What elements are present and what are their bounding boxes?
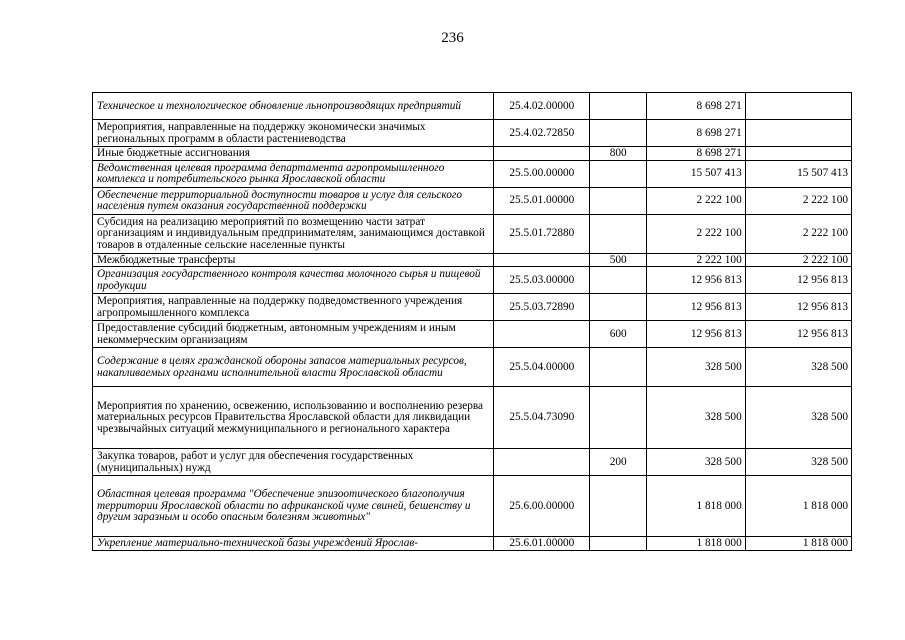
table-row [93,449,852,476]
row-amount-1-cell: 8 698 271 [646,120,745,147]
row-name-cell: Мероприятия, направленные на поддержку экономически значимых региональных программ в области растениеводства [93,120,494,147]
row-amount-1-cell: 1 818 000 [646,476,745,537]
row-name-cell: Предоставление субсидий бюджетным, автономным учреждениям и иным некоммерческим организациям [93,321,494,348]
row-name-cell: Закупка товаров, работ и услуг для обеспечения государственных (муниципальных) нужд [93,449,494,476]
row-expense-type-cell [589,187,646,214]
row-name-cell: Укрепление материально-технической базы учреждений Ярослав- [93,537,494,551]
row-name-cell: Обеспечение территориальной доступности товаров и услуг для сельского населения путем оказания государственной поддержки [93,187,494,214]
row-amount-1-cell: 8 698 271 [646,93,745,120]
row-amount-2-cell: 12 956 813 [745,267,851,294]
row-amount-2-cell: 1 818 000 [745,537,851,551]
row-amount-2-cell: 12 956 813 [745,294,851,321]
table-row [93,387,852,449]
page-number: 236 [441,30,464,46]
row-amount-1-cell: 2 222 100 [646,253,745,267]
row-amount-2-cell: 2 222 100 [745,187,851,214]
row-code-cell: 25.6.00.00000 [493,476,589,537]
row-amount-1-cell: 328 500 [646,348,745,387]
row-name-cell: Ведомственная целевая программа департамента агропромышленного комплекса и потребительского рынка Ярославской области [93,160,494,187]
row-code-cell: 25.4.02.00000 [493,93,589,120]
table-row [93,120,852,147]
row-name-cell: Организация государственного контроля качества молочного сырья и пищевой продукции [93,267,494,294]
row-amount-1-cell: 1 818 000 [646,537,745,551]
row-expense-type-cell [589,294,646,321]
row-amount-1-cell: 8 698 271 [646,147,745,161]
table-row [93,294,852,321]
row-expense-type-cell: 800 [589,147,646,161]
row-amount-2-cell [745,120,851,147]
budget-table [92,92,852,551]
row-code-cell: 25.4.02.72850 [493,120,589,147]
row-amount-1-cell: 2 222 100 [646,187,745,214]
row-amount-1-cell: 12 956 813 [646,267,745,294]
row-expense-type-cell [589,537,646,551]
row-amount-2-cell: 328 500 [745,449,851,476]
row-name-cell: Содержание в целях гражданской обороны запасов материальных ресурсов, накапливаемых органами исполнительной власти Ярославской области [93,348,494,387]
row-name-cell: Межбюджетные трансферты [93,253,494,267]
row-expense-type-cell [589,267,646,294]
row-amount-1-cell: 12 956 813 [646,321,745,348]
row-code-cell [493,449,589,476]
row-code-cell: 25.5.04.73090 [493,387,589,449]
row-name-cell: Мероприятия, направленные на поддержку подведомственного учреждения агропромышленного комплекса [93,294,494,321]
table-row [93,187,852,214]
table-row [93,214,852,253]
row-code-cell: 25.5.03.72890 [493,294,589,321]
table-row [93,93,852,120]
row-code-cell: 25.5.00.00000 [493,160,589,187]
row-amount-1-cell: 328 500 [646,387,745,449]
row-code-cell [493,253,589,267]
row-amount-2-cell: 328 500 [745,387,851,449]
row-amount-2-cell: 1 818 000 [745,476,851,537]
row-expense-type-cell [589,93,646,120]
row-code-cell [493,147,589,161]
row-amount-2-cell: 2 222 100 [745,214,851,253]
row-name-cell: Техническое и технологическое обновление льнопроизводящих предприятий [93,93,494,120]
table-row [93,476,852,537]
row-amount-2-cell [745,147,851,161]
row-amount-2-cell [745,93,851,120]
row-code-cell: 25.5.01.72880 [493,214,589,253]
table-row [93,267,852,294]
row-expense-type-cell [589,387,646,449]
budget-table-body [93,93,852,551]
row-name-cell: Иные бюджетные ассигнования [93,147,494,161]
table-row [93,160,852,187]
row-code-cell: 25.6.01.00000 [493,537,589,551]
row-amount-2-cell: 328 500 [745,348,851,387]
row-amount-2-cell: 2 222 100 [745,253,851,267]
row-amount-1-cell: 12 956 813 [646,294,745,321]
row-expense-type-cell [589,214,646,253]
row-code-cell: 25.5.04.00000 [493,348,589,387]
row-name-cell: Мероприятия по хранению, освежению, использованию и восполнению резерва материальных ресурсов Правительства Ярославской области для ликвидации чрезвычайных ситуаций межмуниципального и регионального характера [93,387,494,449]
table-row [93,321,852,348]
row-amount-1-cell: 328 500 [646,449,745,476]
table-row [93,348,852,387]
row-expense-type-cell [589,120,646,147]
table-row [93,537,852,551]
table-row [93,253,852,267]
row-amount-1-cell: 15 507 413 [646,160,745,187]
row-expense-type-cell [589,476,646,537]
row-name-cell: Субсидия на реализацию мероприятий по возмещению части затрат организациям и индивидуальным предпринимателям, занимающимся доставкой товаров в отдаленные сельские населенные пункты [93,214,494,253]
row-code-cell: 25.5.03.00000 [493,267,589,294]
row-amount-2-cell: 15 507 413 [745,160,851,187]
row-expense-type-cell [589,160,646,187]
row-code-cell [493,321,589,348]
row-expense-type-cell [589,348,646,387]
row-expense-type-cell: 500 [589,253,646,267]
row-amount-1-cell: 2 222 100 [646,214,745,253]
table-row [93,147,852,161]
row-name-cell: Областная целевая программа "Обеспечение эпизоотического благополучия территории Ярославской области по африканской чуме свиней, бешенству и другим заразным и особо опасным болезням животных" [93,476,494,537]
row-expense-type-cell: 600 [589,321,646,348]
row-amount-2-cell: 12 956 813 [745,321,851,348]
row-expense-type-cell: 200 [589,449,646,476]
row-code-cell: 25.5.01.00000 [493,187,589,214]
